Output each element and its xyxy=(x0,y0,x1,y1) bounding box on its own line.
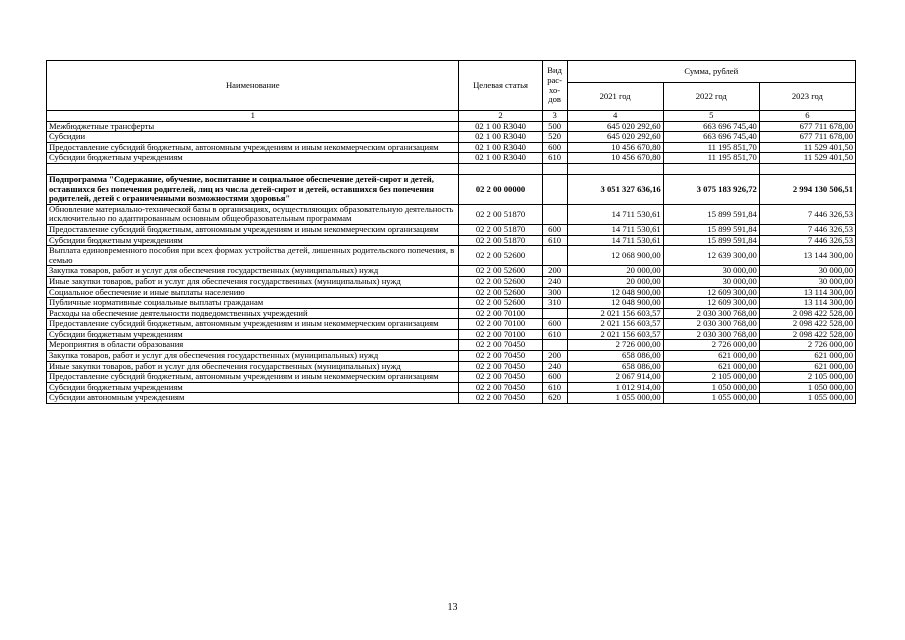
row-sum-2023: 1 055 000,00 xyxy=(759,393,855,404)
row-name: Предоставление субсидий бюджетным, автономным учреждениям и иным некоммерческим организациям xyxy=(47,224,459,235)
row-target-code: 02 2 00 70450 xyxy=(459,361,542,372)
row-name: Межбюджетные трансферты xyxy=(47,121,459,132)
row-sum-2023: 2 098 422 528,00 xyxy=(759,319,855,330)
row-target-code: 02 2 00 70450 xyxy=(459,393,542,404)
row-sum-2021: 3 051 327 636,16 xyxy=(567,174,663,204)
row-target-code: 02 1 00 R3040 xyxy=(459,142,542,153)
header-year-2023: 2023 год xyxy=(759,83,855,111)
row-name xyxy=(47,163,459,174)
row-target-code: 02 1 00 R3040 xyxy=(459,121,542,132)
row-sum-2023: 13 114 300,00 xyxy=(759,298,855,309)
row-expense-type xyxy=(542,308,567,319)
row-sum-2021: 12 048 900,00 xyxy=(567,287,663,298)
row-expense-type: 610 xyxy=(542,382,567,393)
row-sum-2023 xyxy=(759,163,855,174)
row-sum-2022: 12 639 300,00 xyxy=(663,246,759,266)
row-name: Подпрограмма "Содержание, обучение, воспитание и социальное обеспечение детей-сирот и детей, оставшихся без попечения родителей, лиц из числа детей-сирот и детей, оставшихся без попечения родителей, детей с ограниченными возможностями здоровья" xyxy=(47,174,459,204)
row-sum-2021: 2 021 156 603,57 xyxy=(567,329,663,340)
row-name: Закупка товаров, работ и услуг для обеспечения государственных (муниципальных) нужд xyxy=(47,351,459,362)
header-expense-type: Вид рас- хо- дов xyxy=(542,61,567,111)
table-row xyxy=(47,361,856,372)
table-row xyxy=(47,382,856,393)
row-sum-2022: 15 899 591,84 xyxy=(663,224,759,235)
table-row xyxy=(47,298,856,309)
row-target-code: 02 2 00 00000 xyxy=(459,174,542,204)
row-target-code: 02 2 00 70450 xyxy=(459,382,542,393)
row-name: Субсидии бюджетным учреждениям xyxy=(47,382,459,393)
row-sum-2023: 2 726 000,00 xyxy=(759,340,855,351)
row-expense-type: 620 xyxy=(542,393,567,404)
row-sum-2023: 13 144 300,00 xyxy=(759,246,855,266)
column-number: 4 xyxy=(567,111,663,122)
row-name: Субсидии xyxy=(47,132,459,143)
row-sum-2021: 2 726 000,00 xyxy=(567,340,663,351)
column-number: 1 xyxy=(47,111,459,122)
page-number: 13 xyxy=(447,602,458,613)
row-target-code: 02 2 00 70450 xyxy=(459,340,542,351)
row-target-code: 02 2 00 52600 xyxy=(459,276,542,287)
header-code: Целевая статья xyxy=(459,61,542,111)
row-sum-2021: 1 055 000,00 xyxy=(567,393,663,404)
row-expense-type: 240 xyxy=(542,276,567,287)
column-number: 3 xyxy=(542,111,567,122)
row-name: Иные закупки товаров, работ и услуг для обеспечения государственных (муниципальных) нужд xyxy=(47,276,459,287)
table-row xyxy=(47,246,856,266)
row-sum-2021 xyxy=(567,163,663,174)
row-sum-2022: 663 696 745,40 xyxy=(663,121,759,132)
row-expense-type xyxy=(542,174,567,204)
table-row xyxy=(47,235,856,246)
row-expense-type: 610 xyxy=(542,329,567,340)
row-sum-2022: 12 609 300,00 xyxy=(663,287,759,298)
table-row xyxy=(47,319,856,330)
header-year-2021: 2021 год xyxy=(567,83,663,111)
row-sum-2023: 11 529 401,50 xyxy=(759,153,855,164)
row-sum-2023: 677 711 678,00 xyxy=(759,121,855,132)
row-sum-2021: 20 000,00 xyxy=(567,266,663,277)
spacer-row xyxy=(47,163,856,174)
table-row xyxy=(47,142,856,153)
row-name: Субсидии бюджетным учреждениям xyxy=(47,235,459,246)
row-expense-type: 610 xyxy=(542,235,567,246)
table-row xyxy=(47,276,856,287)
row-name: Выплата единовременного пособия при всех формах устройства детей, лишенных родительского попечения, в семью xyxy=(47,246,459,266)
row-expense-type: 500 xyxy=(542,121,567,132)
row-expense-type: 610 xyxy=(542,153,567,164)
row-sum-2023: 7 446 326,53 xyxy=(759,224,855,235)
row-sum-2021: 14 711 530,61 xyxy=(567,224,663,235)
row-target-code: 02 2 00 70100 xyxy=(459,308,542,319)
table-row xyxy=(47,224,856,235)
table-row xyxy=(47,393,856,404)
column-number-row xyxy=(47,111,856,122)
row-expense-type: 240 xyxy=(542,361,567,372)
row-sum-2021: 658 086,00 xyxy=(567,351,663,362)
table-row xyxy=(47,204,856,224)
row-sum-2023: 30 000,00 xyxy=(759,276,855,287)
row-sum-2021: 2 067 914,00 xyxy=(567,372,663,383)
row-name: Обновление материально-технической базы в организациях, осуществляющих образовательную деятельность исключительно по адаптированным основным общеобразовательным программам xyxy=(47,204,459,224)
table-row xyxy=(47,266,856,277)
row-sum-2022: 1 050 000,00 xyxy=(663,382,759,393)
row-name: Закупка товаров, работ и услуг для обеспечения государственных (муниципальных) нужд xyxy=(47,266,459,277)
row-sum-2023: 7 446 326,53 xyxy=(759,204,855,224)
column-number: 5 xyxy=(663,111,759,122)
column-number: 2 xyxy=(459,111,542,122)
row-sum-2022: 12 609 300,00 xyxy=(663,298,759,309)
row-expense-type xyxy=(542,246,567,266)
row-sum-2023: 2 994 130 506,51 xyxy=(759,174,855,204)
row-expense-type: 310 xyxy=(542,298,567,309)
row-expense-type xyxy=(542,163,567,174)
row-sum-2022: 11 195 851,70 xyxy=(663,153,759,164)
row-sum-2021: 14 711 530,61 xyxy=(567,235,663,246)
row-expense-type: 520 xyxy=(542,132,567,143)
row-sum-2023: 13 114 300,00 xyxy=(759,287,855,298)
row-sum-2021: 12 068 900,00 xyxy=(567,246,663,266)
row-expense-type: 200 xyxy=(542,351,567,362)
table-row xyxy=(47,287,856,298)
row-sum-2023: 621 000,00 xyxy=(759,361,855,372)
row-target-code: 02 2 00 52600 xyxy=(459,287,542,298)
row-sum-2022: 663 696 745,40 xyxy=(663,132,759,143)
table-row xyxy=(47,372,856,383)
row-target-code xyxy=(459,163,542,174)
row-sum-2021: 2 021 156 603,57 xyxy=(567,319,663,330)
row-sum-2021: 1 012 914,00 xyxy=(567,382,663,393)
row-sum-2022: 2 105 000,00 xyxy=(663,372,759,383)
row-target-code: 02 2 00 51870 xyxy=(459,204,542,224)
header-name: Наименование xyxy=(47,61,459,111)
row-sum-2022: 15 899 591,84 xyxy=(663,204,759,224)
row-sum-2023: 7 446 326,53 xyxy=(759,235,855,246)
row-sum-2023: 30 000,00 xyxy=(759,266,855,277)
row-target-code: 02 2 00 70100 xyxy=(459,319,542,330)
row-sum-2022 xyxy=(663,163,759,174)
row-expense-type: 600 xyxy=(542,142,567,153)
row-expense-type xyxy=(542,340,567,351)
row-name: Иные закупки товаров, работ и услуг для обеспечения государственных (муниципальных) нужд xyxy=(47,361,459,372)
table-row xyxy=(47,329,856,340)
row-expense-type: 200 xyxy=(542,266,567,277)
row-name: Публичные нормативные социальные выплаты гражданам xyxy=(47,298,459,309)
row-target-code: 02 2 00 70100 xyxy=(459,329,542,340)
budget-table xyxy=(46,60,856,404)
row-sum-2022: 30 000,00 xyxy=(663,276,759,287)
row-sum-2021: 12 048 900,00 xyxy=(567,298,663,309)
row-sum-2021: 658 086,00 xyxy=(567,361,663,372)
row-sum-2022: 2 030 300 768,00 xyxy=(663,319,759,330)
row-name: Субсидии автономным учреждениям xyxy=(47,393,459,404)
table-row xyxy=(47,174,856,204)
row-target-code: 02 2 00 52600 xyxy=(459,246,542,266)
row-name: Предоставление субсидий бюджетным, автономным учреждениям и иным некоммерческим организациям xyxy=(47,142,459,153)
row-target-code: 02 2 00 52600 xyxy=(459,298,542,309)
row-sum-2023: 2 105 000,00 xyxy=(759,372,855,383)
row-sum-2022: 621 000,00 xyxy=(663,351,759,362)
row-sum-2023: 621 000,00 xyxy=(759,351,855,362)
row-sum-2022: 2 030 300 768,00 xyxy=(663,308,759,319)
row-sum-2021: 20 000,00 xyxy=(567,276,663,287)
row-sum-2021: 10 456 670,80 xyxy=(567,153,663,164)
row-target-code: 02 2 00 51870 xyxy=(459,235,542,246)
row-sum-2022: 3 075 183 926,72 xyxy=(663,174,759,204)
row-sum-2021: 14 711 530,61 xyxy=(567,204,663,224)
table-row xyxy=(47,308,856,319)
table-row xyxy=(47,132,856,143)
row-target-code: 02 2 00 52600 xyxy=(459,266,542,277)
row-target-code: 02 1 00 R3040 xyxy=(459,132,542,143)
row-name: Мероприятия в области образования xyxy=(47,340,459,351)
table-row xyxy=(47,153,856,164)
row-sum-2022: 621 000,00 xyxy=(663,361,759,372)
row-sum-2023: 1 050 000,00 xyxy=(759,382,855,393)
row-sum-2022: 2 726 000,00 xyxy=(663,340,759,351)
header-year-2022: 2022 год xyxy=(663,83,759,111)
column-number: 6 xyxy=(759,111,855,122)
row-target-code: 02 2 00 70450 xyxy=(459,351,542,362)
row-sum-2021: 645 020 292,60 xyxy=(567,121,663,132)
row-sum-2022: 1 055 000,00 xyxy=(663,393,759,404)
row-sum-2023: 11 529 401,50 xyxy=(759,142,855,153)
row-name: Предоставление субсидий бюджетным, автономным учреждениям и иным некоммерческим организациям xyxy=(47,372,459,383)
row-target-code: 02 1 00 R3040 xyxy=(459,153,542,164)
table-row xyxy=(47,351,856,362)
row-name: Субсидии бюджетным учреждениям xyxy=(47,153,459,164)
table-row xyxy=(47,340,856,351)
row-sum-2021: 10 456 670,80 xyxy=(567,142,663,153)
row-sum-2021: 2 021 156 603,57 xyxy=(567,308,663,319)
row-expense-type: 600 xyxy=(542,224,567,235)
row-name: Предоставление субсидий бюджетным, автономным учреждениям и иным некоммерческим организациям xyxy=(47,319,459,330)
row-sum-2023: 2 098 422 528,00 xyxy=(759,329,855,340)
row-sum-2021: 645 020 292,60 xyxy=(567,132,663,143)
header-sum-group: Сумма, рублей xyxy=(567,61,855,83)
row-sum-2023: 2 098 422 528,00 xyxy=(759,308,855,319)
row-name: Социальное обеспечение и иные выплаты населению xyxy=(47,287,459,298)
row-sum-2023: 677 711 678,00 xyxy=(759,132,855,143)
row-name: Субсидии бюджетным учреждениям xyxy=(47,329,459,340)
row-sum-2022: 15 899 591,84 xyxy=(663,235,759,246)
row-sum-2022: 2 030 300 768,00 xyxy=(663,329,759,340)
row-sum-2022: 11 195 851,70 xyxy=(663,142,759,153)
row-expense-type: 300 xyxy=(542,287,567,298)
row-expense-type: 600 xyxy=(542,372,567,383)
row-sum-2022: 30 000,00 xyxy=(663,266,759,277)
row-expense-type xyxy=(542,204,567,224)
table-row xyxy=(47,121,856,132)
table-body xyxy=(47,121,856,403)
row-target-code: 02 2 00 70450 xyxy=(459,372,542,383)
row-name: Расходы на обеспечение деятельности подведомственных учреждений xyxy=(47,308,459,319)
row-target-code: 02 2 00 51870 xyxy=(459,224,542,235)
row-expense-type: 600 xyxy=(542,319,567,330)
